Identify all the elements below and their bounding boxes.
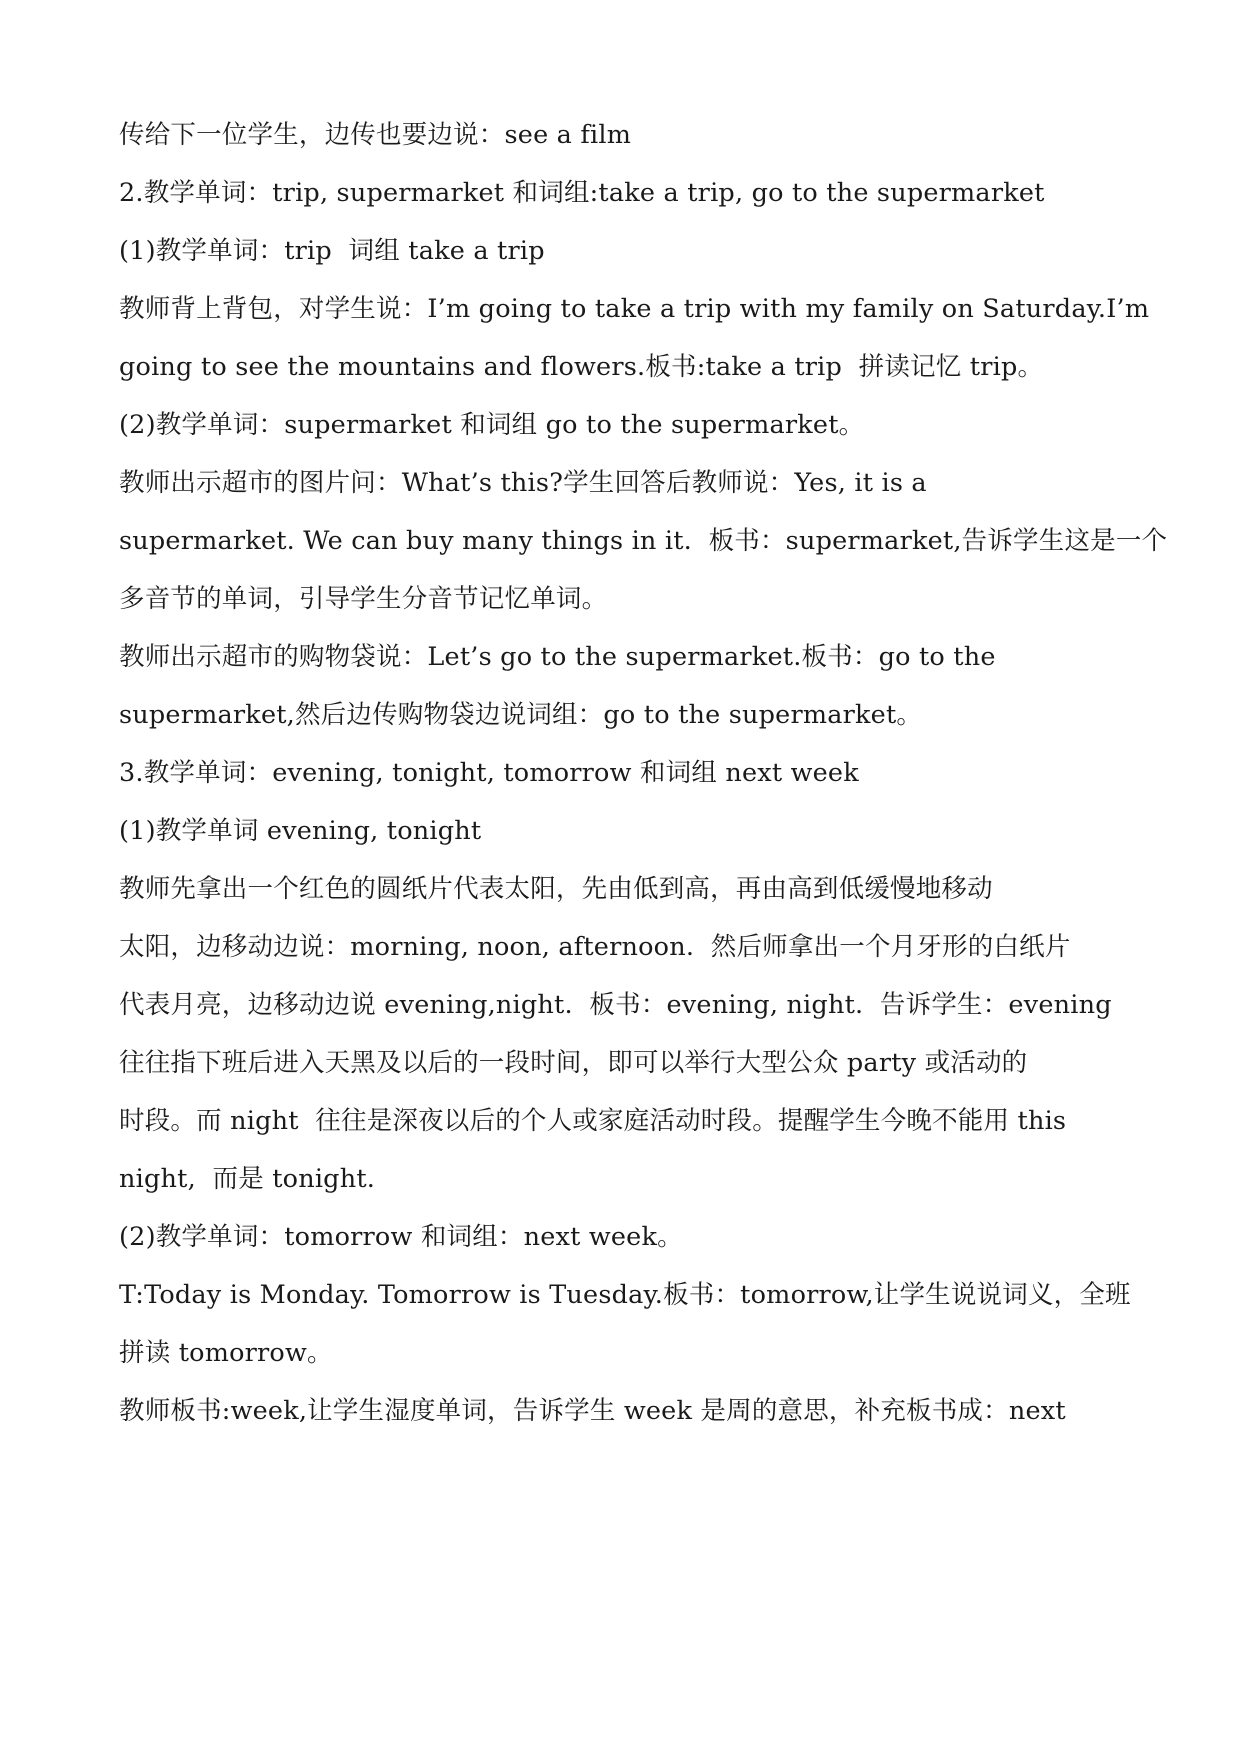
text-line: supermarket. We can buy many things in it. 板书：supermarket,告诉学生这是一个: [119, 526, 1168, 556]
text-line: night, 而是 tonight.: [119, 1164, 376, 1194]
text-line: 教师出示超市的购物袋说：Let’s go to the supermarket.板书：go to the: [119, 642, 996, 672]
text-line: 往往指下班后进入天黑及以后的一段时间，即可以举行大型公众 party 或活动的: [119, 1048, 1028, 1078]
text-line: (1)教学单词 evening, tonight: [119, 816, 482, 846]
text-line: going to see the mountains and flowers.板书:take a trip 拼读记忆 trip。: [119, 352, 1044, 382]
text-line: (2)教学单词：tomorrow 和词组：next week。: [119, 1222, 683, 1252]
text-line: (1)教学单词：trip 词组 take a trip: [119, 236, 545, 266]
text-line: T:Today is Monday. Tomorrow is Tuesday.板书：tomorrow,让学生说说词义，全班: [119, 1280, 1131, 1310]
text-line: 教师背上背包，对学生说：I’m going to take a trip with my family on Saturday.I’m: [119, 294, 1150, 324]
text-line: 教师出示超市的图片问：What’s this?学生回答后教师说：Yes, it is a: [119, 468, 927, 498]
text-line: 拼读 tomorrow。: [119, 1338, 333, 1368]
text-line: 3.教学单词：evening, tonight, tomorrow 和词组 next week: [119, 758, 859, 788]
text-line: 教师板书:week,让学生湿度单词，告诉学生 week 是周的意思，补充板书成：next: [119, 1396, 1066, 1426]
text-line: 代表月亮，边移动边说 evening,night. 板书：evening, night. 告诉学生：evening: [119, 990, 1112, 1020]
text-line: (2)教学单词：supermarket 和词组 go to the supermarket。: [119, 410, 865, 440]
text-line: 多音节的单词，引导学生分音节记忆单词。: [119, 584, 608, 614]
text-line: 传给下一位学生，边传也要边说：see a film: [119, 120, 632, 150]
text-line: 时段。而 night 往往是深夜以后的个人或家庭活动时段。提醒学生今晚不能用 this: [119, 1106, 1067, 1136]
text-line: supermarket,然后边传购物袋边说词组：go to the supermarket。: [119, 700, 923, 730]
text-line: 教师先拿出一个红色的圆纸片代表太阳，先由低到高，再由高到低缓慢地移动: [119, 874, 993, 904]
text-line: 2.教学单词：trip, supermarket 和词组:take a trip, go to the supermarket: [119, 178, 1045, 208]
text-line: 太阳，边移动边说：morning, noon, afternoon. 然后师拿出一个月牙形的白纸片: [119, 932, 1071, 962]
